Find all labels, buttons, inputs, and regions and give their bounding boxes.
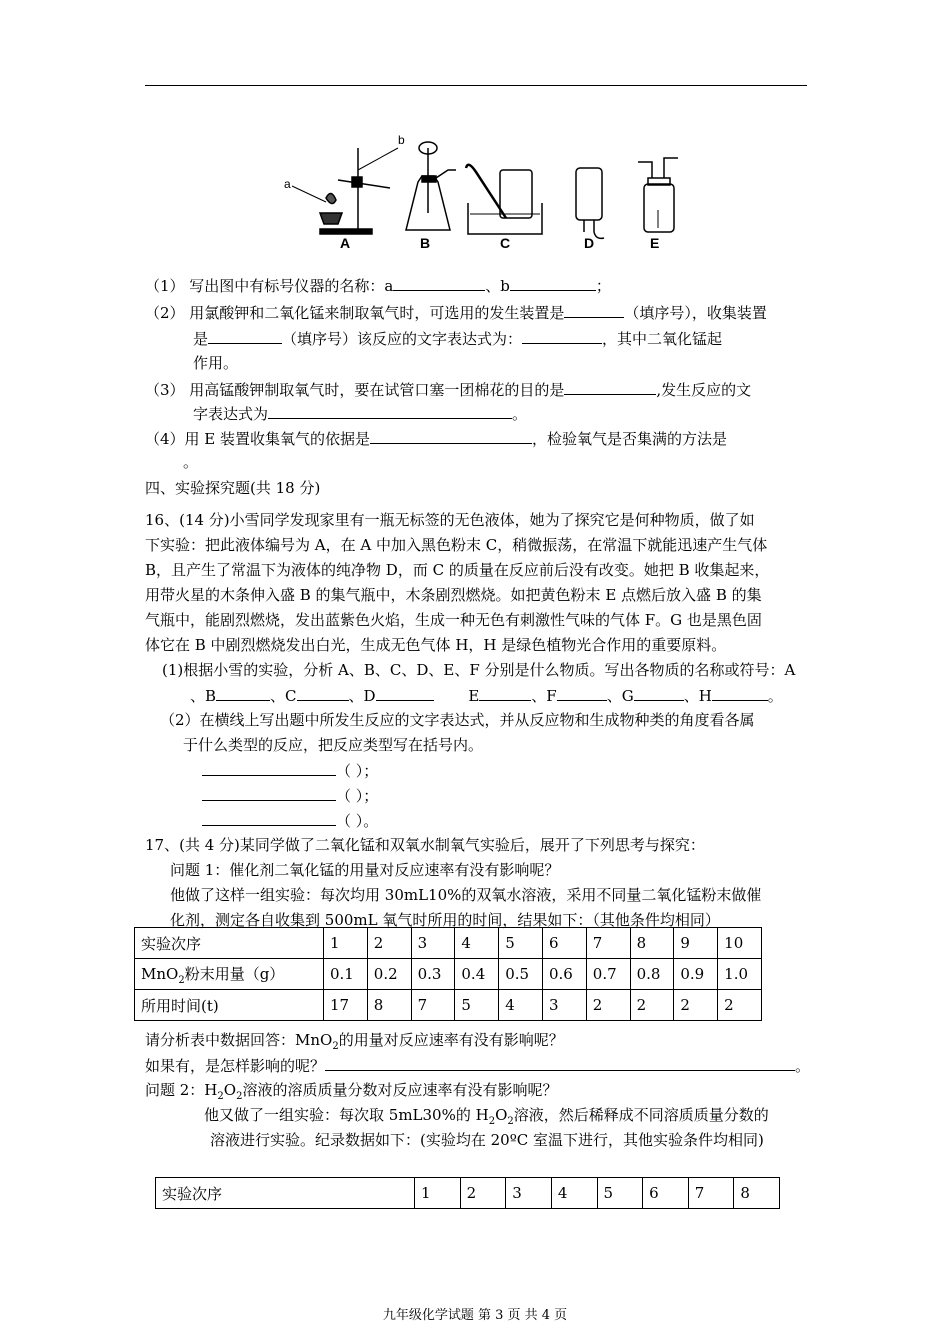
label-A: A — [340, 235, 351, 250]
apparatus-figure — [280, 128, 680, 250]
table-row: MnO$_2$粉末用量（g） 0.1 0.2 0.3 0.4 0.5 0.6 0.7 0.8 0.9 1.0 — [135, 959, 762, 990]
q17-desc3: 他又做了一组实验：每次取 5mL30%的 $H_2O_2$溶液，然后稀释成不同溶质质量分数的 — [204, 1106, 769, 1127]
q17-desc2: 化剂，测定各自收集到 500mL 氧气时所用的时间，结果如下：（其他条件均相同） — [170, 911, 720, 929]
q15-part4-end: 。 — [183, 453, 199, 471]
q15-part2-line3: 作用。 — [193, 354, 239, 372]
q17-question2: 问题 2：$H_2O_2$溶液的溶质质量分数对反应速率有没有影响呢？ — [145, 1081, 558, 1102]
marker-b: b — [398, 133, 405, 147]
q17-desc1: 他做了这样一组实验：每次均用 30mL10%的双氧水溶液，采用不同量二氧化锰粉末做催 — [170, 886, 762, 904]
q15-part3-line1: （3） 用高锰酸钾制取氧气时，要在试管口塞一团棉花的目的是 ,发生反应的文 — [145, 381, 752, 399]
q17-ask1: 请分析表中数据回答：MnO$_2$的用量对反应速率有没有影响呢？ — [145, 1031, 564, 1052]
q15-part2-line2: 是 （填序号）该反应的文字表达式为： ，其中二氧化锰起 — [193, 330, 723, 348]
label-D: D — [584, 235, 595, 250]
q16-line5: 气瓶中，能剧烈燃烧，发出蓝紫色火焰，生成一种无色有刺激性气味的气体 F。G 也是黑色固 — [145, 611, 762, 629]
q15-part2-line1: （2） 用氯酸钾和二氧化锰来制取氧气时，可选用的发生装置是 （填序号），收集装置 — [145, 304, 767, 322]
q15-part1: （1） 写出图中有标号仪器的名称：a 、b ； — [145, 277, 611, 295]
table-row: 实验次序 1 2 3 4 5 6 7 8 — [156, 1178, 780, 1209]
q16-line4: 用带火星的木条伸入盛 B 的集气瓶中，木条剧烈燃烧。如把黄色粉末 E 点燃后放入盛 B 的集 — [145, 586, 762, 604]
q16-line6: 体它在 B 中剧烈燃烧发出白光，生成无色气体 H，H 是绿色植物光合作用的重要原料。 — [145, 636, 727, 654]
marker-a: a — [284, 177, 291, 191]
q17-question1: 问题 1：催化剂二氧化锰的用量对反应速率有没有影响呢？ — [170, 861, 560, 879]
table-row: 所用时间(t) 17 8 7 5 4 3 2 2 2 2 — [135, 990, 762, 1021]
q17-title: 17、(共 4 分)某同学做了二氧化锰和双氧水制氧气实验后，展开了下列思考与探究： — [145, 836, 705, 854]
label-C: C — [500, 235, 511, 250]
section4-title: 四、实验探究题(共 18 分) — [145, 479, 321, 497]
header-rule — [145, 85, 807, 86]
q16-line3: B，且产生了常温下为液体的纯净物 D，而 C 的质量在反应前后没有改变。她把 B 收集起来， — [145, 561, 770, 579]
page-footer: 九年级化学试题 第 3 页 共 4 页 — [382, 1308, 568, 1323]
q16-sub2-line1: （2）在横线上写出题中所发生反应的文字表达式，并从反应物和生成物种类的角度看各属 — [160, 711, 755, 729]
q16-answer3: （ ）。 — [202, 810, 378, 831]
q17-ask2: 如果有，是怎样影响的呢？ 。 — [145, 1057, 811, 1075]
table-row: 实验次序 1 2 3 4 5 6 7 8 9 10 — [135, 928, 762, 959]
q16-line2: 下实验：把此液体编号为 A，在 A 中加入黑色粉末 C，稍微振荡，在常温下就能迅速产生气体 — [145, 536, 768, 554]
q15-part4: （4）用 E 装置收集氧气的依据是 ，检验氧气是否集满的方法是 — [145, 430, 728, 448]
q16-sub2-line2: 于什么类型的反应，把反应类型写在括号内。 — [183, 736, 484, 754]
q16-answer2: （ ）； — [202, 785, 378, 806]
q17-desc4: 溶液进行实验。纪录数据如下：(实验均在 20ºC 室温下进行，其他实验条件均相同) — [210, 1131, 764, 1149]
label-B: B — [420, 235, 431, 250]
q15-part3-line2: 字表达式为 。 — [193, 405, 528, 423]
h2o2-table — [155, 1177, 780, 1209]
q16-line1: 16、(14 分)小雪同学发现家里有一瓶无标签的无色液体，她为了探究它是何种物质，做了如 — [145, 511, 755, 529]
q16-answer1: （ ）； — [202, 760, 378, 781]
mno2-table — [134, 927, 762, 1021]
q16-sub1: (1)根据小雪的实验，分析 A、B、C、D、E、F 分别是什么物质。写出各物质的名称或符号：A — [162, 661, 796, 679]
label-E: E — [650, 235, 660, 250]
q16-sub1-blanks: 、B 、C 、D E 、F 、G 、H 。 — [190, 687, 783, 705]
